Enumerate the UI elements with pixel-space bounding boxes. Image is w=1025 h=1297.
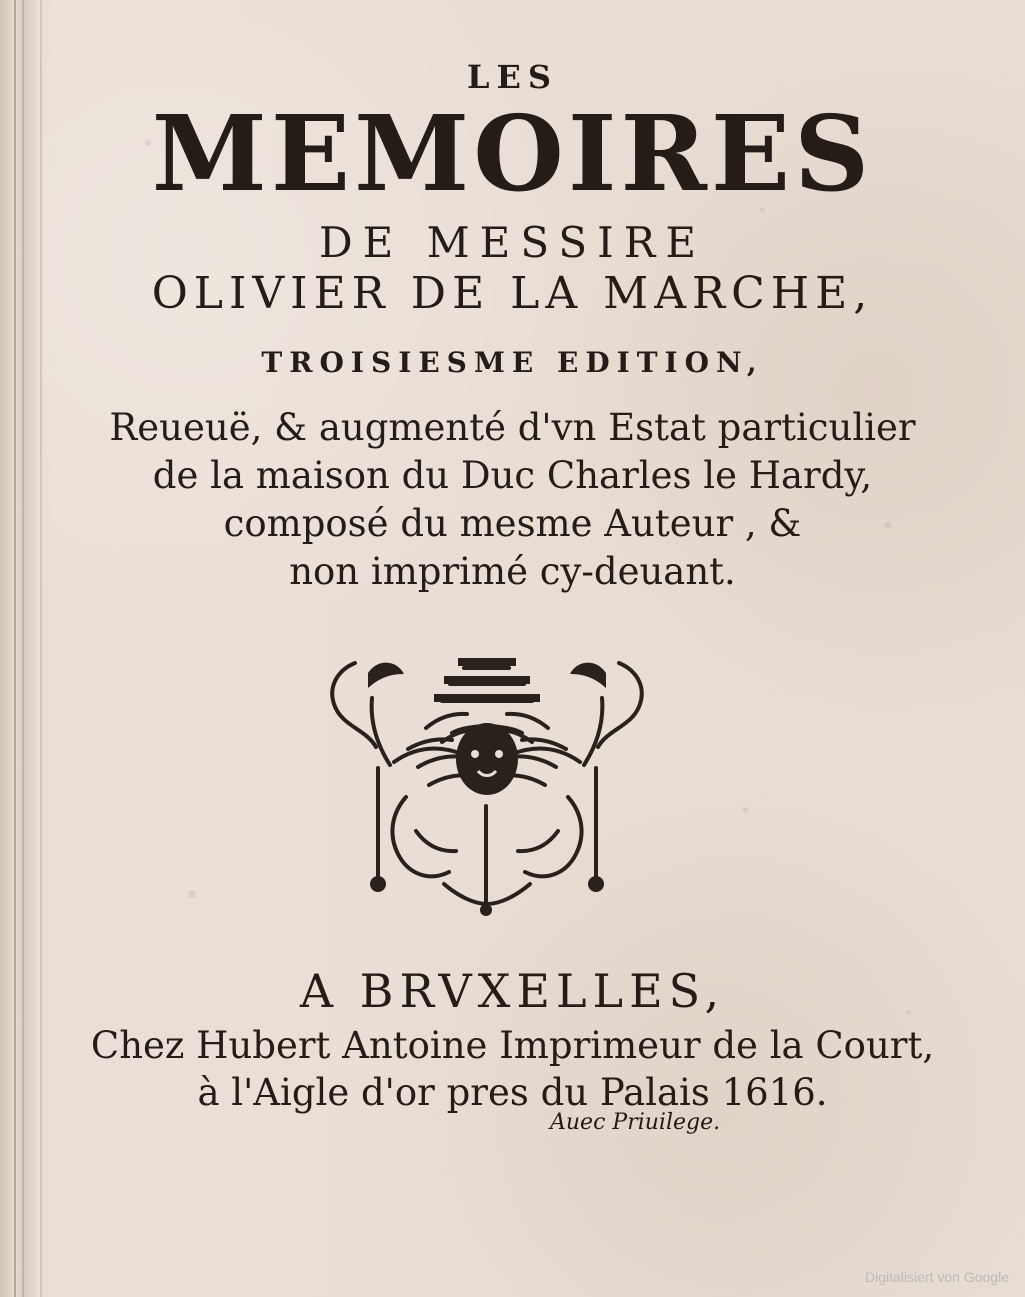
subtitle-line: non imprimé cy-deuant. — [289, 550, 736, 593]
author-name: OLIVIER DE LA MARCHE, — [151, 268, 874, 319]
main-title: MEMOIRES — [151, 92, 874, 215]
subtitle-line: de la maison du Duc Charles le Hardy, — [152, 454, 873, 497]
digitization-watermark: Digitalisiert von Google — [865, 1269, 1009, 1285]
printer-line: Chez Hubert Antoine Imprimeur de la Court, — [90, 1024, 935, 1067]
edition-line: TROISIESME EDITION, — [261, 346, 764, 379]
subtitle-line: Reueuë, & augmenté d'vn Estat particulier — [109, 406, 916, 449]
printer-device-ornament-icon — [318, 646, 656, 918]
subtitle-block — [0, 404, 1025, 596]
imprint-place: A BRVXELLES, — [299, 964, 726, 1018]
paper-speckle — [742, 807, 748, 813]
printer-block — [0, 1022, 1025, 1116]
subtitle-line: composé du mesme Auteur , & — [223, 502, 802, 545]
paper-speckle — [188, 890, 196, 898]
title-les: LES — [467, 58, 558, 96]
privilege-note: Auec Priuilege. — [550, 1110, 721, 1135]
title-de-messire: DE MESSIRE — [318, 218, 707, 267]
printer-line: à l'Aigle d'or pres du Palais 1616. — [197, 1071, 828, 1114]
